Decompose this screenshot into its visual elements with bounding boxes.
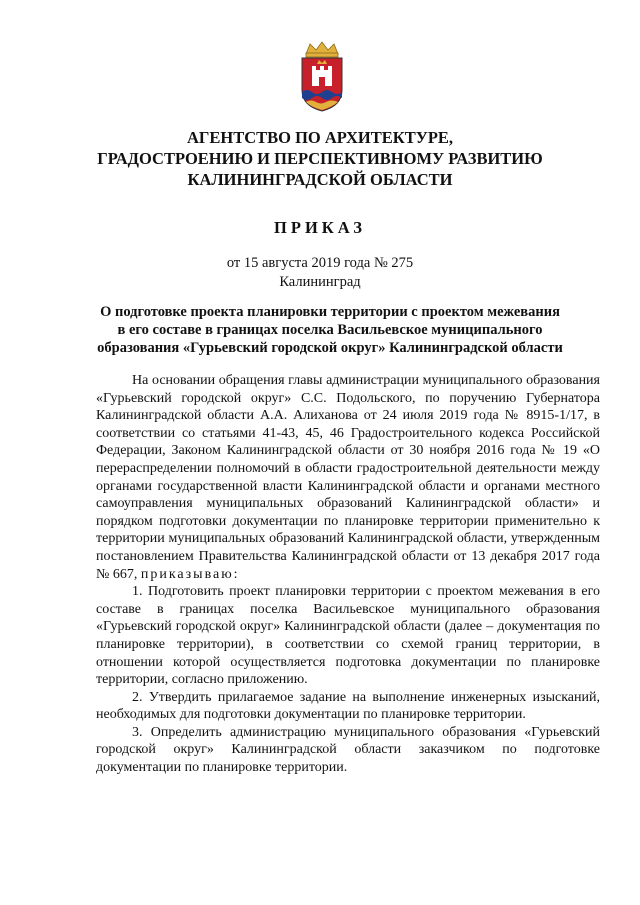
document-title: ПРИКАЗ (274, 218, 366, 237)
order-meta (0, 254, 640, 292)
agency-name (60, 127, 580, 190)
preamble-text: На основании обращения главы администрации муниципального образования «Гурьевский городской округ» С.С. Подольского, по поручению Губернатора Калининградской области А.А. Алиханова от 24 июля 2019 года № 8915-1/17, в соответствии со статьями 41-43, 45, 46 Градостроительного кодекса Российской Федерации, Законом Калининградской области от 30 ноября 2016 года № 19 «О перераспределении полномочий в области градостроительной деятельности между органами государственной власти Калининградской области и органами местного самоуправления муниципальных образований Калининградской области» и порядком подготовки документации по планировке территории применительно к территории муниципальных образований Калининградской области, утвержденным постановлением Правительства Калининградской области от 13 декабря 2017 года № 667, (96, 373, 600, 582)
order-item-1: 1. Подготовить проект планировки территории с проектом межевания в его составе в границах поселка Васильевское муниципального образования «Гурьевский городской округ» Калининградской области (далее – документация по планировке территории), в соответствии со схемой границ территории, в отношении которой осуществляется подготовка документации по планировке территории, согласно приложению. (96, 584, 600, 688)
kaliningrad-coat-of-arms-icon (296, 40, 348, 112)
agency-line-3: КАЛИНИНГРАДСКОЙ ОБЛАСТИ (187, 170, 453, 189)
order-subject (60, 303, 600, 357)
agency-line-1: АГЕНТСТВО ПО АРХИТЕКТУРЕ, (186, 128, 454, 147)
order-word: приказываю: (140, 566, 240, 582)
preamble-paragraph (96, 372, 600, 583)
agency-line-2: ГРАДОСТРОЕНИЮ И ПЕРСПЕКТИВНОМУ РАЗВИТИЮ (97, 149, 543, 168)
order-item-3: 3. Определить администрацию муниципального образования «Гурьевский городской округ» Калининградской области заказчиком по подготовке документации по планировке территории. (96, 724, 600, 776)
subject-line-2: в его составе в границах поселка Васильевское муниципального (117, 322, 543, 338)
order-city: Калининград (279, 274, 361, 290)
subject-line-3: образования «Гурьевский городской округ» Калининградской области (97, 340, 563, 356)
order-item-2: 2. Утвердить прилагаемое задание на выполнение инженерных изысканий, необходимых для подготовки документации по планировке территории. (96, 689, 600, 723)
document-body (96, 372, 600, 777)
subject-line-1: О подготовке проекта планировки территории с проектом межевания (100, 304, 560, 320)
order-date-number: от 15 августа 2019 года № 275 (226, 255, 414, 271)
